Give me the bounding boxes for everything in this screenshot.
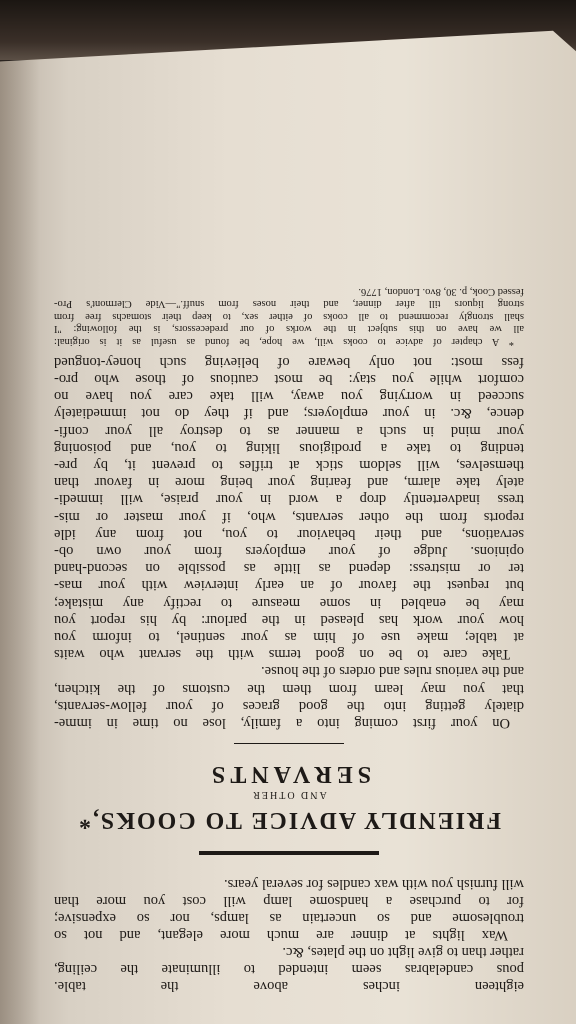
body-line: succeed in worrying you away, will take care you have no bbox=[54, 388, 524, 405]
body-line: but request the favour of an early interview with your mas- bbox=[54, 577, 524, 594]
body-line: tending to take a prodigious liking to you, and poisoning bbox=[54, 439, 524, 456]
body-line: reports from the other servants, who, if your master or mis- bbox=[54, 508, 524, 525]
body-line: comfort while you stay: be most cautious of those who pro- bbox=[54, 370, 524, 387]
paragraph-2 bbox=[54, 353, 524, 663]
chapter-subtitle-and: AND OTHER bbox=[251, 789, 327, 800]
body-line: opinions. Judge of your employers from your own ob- bbox=[54, 542, 524, 559]
body-line: ter or mistress: depend as little as possible on second-hand bbox=[54, 560, 524, 577]
page-content bbox=[54, 284, 524, 994]
body-line: how your work has pleased in the parlour: by his report you bbox=[54, 611, 524, 628]
body-line: tress inadvertently drop a word in your praise, will immedi- bbox=[54, 491, 524, 508]
footnote-line: strong liquors till after dinner, and their noses from snuff."—Vide Clermont's Pro- bbox=[54, 298, 524, 310]
prev-line: eighteen inches above the table. bbox=[54, 978, 524, 994]
body-line: your mind in such a manner as to destroy all your confi- bbox=[54, 422, 524, 439]
body-line: fess most: not only beware of believing such honey-tongued bbox=[54, 353, 524, 370]
chapter-subtitle: SERVANTS bbox=[206, 761, 372, 787]
section-divider-rule bbox=[199, 851, 379, 855]
footnote-line: shall strongly recommend to all cooks of either sex, to keep their stomachs free from bbox=[54, 310, 524, 322]
footnote-line: fessed Cook, p. 30, 8vo. London, 1776. bbox=[358, 285, 524, 297]
footnote bbox=[54, 284, 524, 347]
body-line: at table; make use of him as your sentinel, to inform you bbox=[54, 628, 524, 645]
body-line: dence, &c. in your employers; and if they do not immediately bbox=[54, 405, 524, 422]
prev-line: troublesome and so uncertain as lamps, nor so expensive; bbox=[54, 910, 524, 926]
heading-rule bbox=[234, 743, 344, 744]
body-line: Take care to be on good terms with the servant who waits bbox=[54, 646, 510, 663]
footnote-line: * A chapter of advice to cooks will, we hope, be found as useful as it is original: bbox=[54, 335, 514, 347]
body-line: and the various rules and orders of the house. bbox=[261, 663, 524, 680]
body-line: may be enabled in some measure to rectify any mistake; bbox=[54, 594, 524, 611]
prev-line: Wax lights at dinner are much more elegant, and not so bbox=[54, 927, 508, 943]
previous-section-text bbox=[54, 875, 524, 994]
paragraph-1 bbox=[54, 662, 524, 731]
prev-line: pous candelabras seem intended to illuminate the ceiling, bbox=[54, 961, 524, 977]
body-line: diately getting into the good graces of your fellow-servants, bbox=[54, 697, 524, 714]
chapter-title: FRIENDLY ADVICE TO COOKS,* bbox=[76, 807, 502, 833]
body-line: On your first coming into a family, lose no time in imme- bbox=[54, 715, 510, 731]
prev-line: for to purchase a handsome lamp will cost you more than bbox=[54, 893, 524, 909]
prev-line: rather than to give light on the plates, &c. bbox=[282, 944, 524, 960]
body-line: that you may learn from them the customs of the kitchen, bbox=[54, 680, 524, 697]
body-line: servations, and their behaviour to you, not from any idle bbox=[54, 525, 524, 542]
footnote-line: all we have on this subject in the works of our predecessors, is the following: "I bbox=[54, 323, 524, 335]
body-line: ately take alarm, and fearing your being more in favour than bbox=[54, 474, 524, 491]
prev-line: will furnish you with wax candles for several years. bbox=[224, 876, 524, 892]
body-line: themselves, will seldom stick at trifles to prevent it, by pre- bbox=[54, 456, 524, 473]
